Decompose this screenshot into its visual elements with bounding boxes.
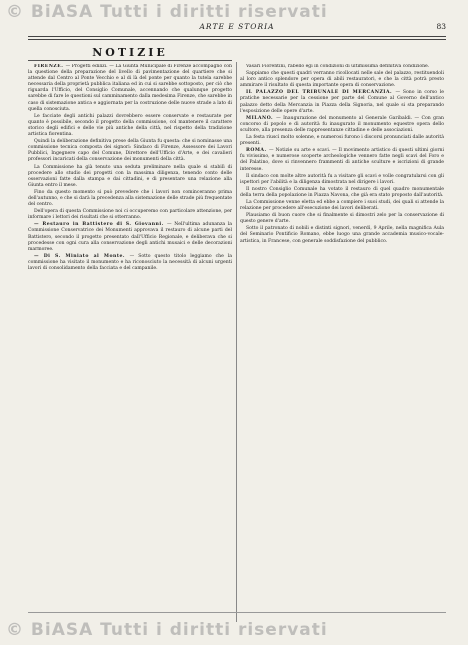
paragraph [240, 135, 444, 147]
paragraph [28, 165, 232, 189]
header-rule-2 [28, 39, 446, 40]
watermark-top: © BiASA Tutti i diritti riservati [6, 2, 328, 22]
paragraph [240, 213, 444, 225]
column-divider [236, 62, 237, 622]
paragraph [240, 116, 444, 134]
paragraph [240, 187, 444, 199]
paragraph-text: Il nostro Consiglio Comunale ha votato il restauro di quel quadro monumentale della terra della popolazione in Piazza Navona, che già era stato proposto dall'autorità. [240, 186, 444, 198]
paragraph-text: — Notizie su arte e scavi. — Il movimento artistico di questi ultimi giorni fu vivissimo, e numerose scoperte archeologiche vennero fatte negli scavi del Foro e del Palatino, dove si rinvennero frammenti di antiche sculture e iscrizioni di grande interesse. [240, 148, 444, 172]
paragraph [28, 114, 232, 138]
paragraph [28, 139, 232, 163]
paragraph-text: Dell'opera di questa Commissione noi ci occuperemo con particolare attenzione, per informare i lettori dei risultati che si otterranno. [28, 209, 232, 221]
paragraph-lead: — Restauro in Battistero di S. Giovanni. [34, 222, 168, 228]
paragraph-text: Il sindaco con molte altre autorità fu a visitare gli scavi e volle congratularsi con gli ispettori per l'abilità e la diligenza dimostrata nel dirigere i lavori. [240, 173, 444, 185]
paragraph-lead: FIRENZE. [34, 64, 66, 69]
paragraph [240, 174, 444, 186]
paragraph-text: Plausiamo di buon cuore che si finalmente si dimostri zelo per la conservazione di questo genere d'arte. [240, 213, 444, 225]
paragraph-text: — Sotto questo titolo leggiamo che la commissione ha visitato il monumento e ha riconosciuto la necessità di alcuni urgenti lavori di consolidamento della facciata e del campanile. [28, 253, 232, 271]
section-title: NOTIZIE [92, 46, 168, 59]
header-rule [28, 36, 446, 37]
paragraph [240, 90, 444, 114]
paragraph-text: Fino da questo momento si può prevedere che i lavori non cominceranno prima dell'autunno, e che si darà la precedenza alla sistemazione delle strade più frequentate del centro. [28, 189, 232, 208]
paragraph-text: La Commissione venne eletta ed ebbe a compiere i suoi studi, dei quali si attende la relazione per procedere all'esecuzione dei lavori deliberati. [240, 199, 444, 212]
paragraph [240, 226, 444, 244]
right-column [240, 64, 444, 624]
paragraph [240, 64, 444, 70]
paragraph-text: — Nell'ultima adunanza la Commissione Conservatrice dei Monumenti approvava il restauro di alcune parti del Battistero, secondo il progetto presentato dall'Ufficio Regionale, e deliberava che si procedesse con ogni cura alla conservazione degli antichi musaici e delle decorazioni marmoree. [28, 222, 232, 252]
paragraph-text: Sappiamo che questi quadri verranno ricollocati nelle sale del palazzo, restituendoli al loro antico splendore per opera di abili restauratori, e che la città potrà presto ammirare il risultato di questa importante opera di conservazione. [240, 71, 444, 89]
paragraph-text: Vasari Fiorentini, rabello egi in condizioni di ultimissima definitiva condizione. [246, 64, 430, 69]
page-header [28, 22, 446, 36]
paragraph-text: Quindi la deliberazione definitiva prese della Giunta fu questa: che si nominasse una commissione tecnica composta dei signori: Sindaco di Firenze, Assessore dei Lavori Pubblici, Ingegnere capo del Comune, Direttore dell'Ufficio d'Arte, e dei cavalieri professori incaricati della conservazione dei monumenti della città. [28, 139, 232, 163]
watermark-bottom: © BiASA Tutti i diritti riservati [6, 620, 328, 640]
section-title-rule [28, 60, 232, 61]
paragraph-text: Sotto il patronato di nobili e distinti signori, venerdì, 9 Aprile, nella magnifica Aula del Seminario Pontificio Romano, ebbe luogo una grande accademia musico-vocale-artistica, in Francese, con generale soddisfazione del pubblico. [240, 226, 444, 244]
footer-rule [28, 612, 446, 613]
page-number: 83 [436, 22, 446, 31]
paragraph [28, 222, 232, 252]
paragraph-text: — Sono in corso le pratiche necessarie per la cessione per parte del Comune al Governo dell'antico palazzo detto della Mercanzia in Piazza della Signoria, nel quale si sta preparando l'esposizione delle opere d'arte. [240, 90, 444, 114]
header-title: ARTE E STORIA [199, 22, 275, 31]
paragraph [28, 64, 232, 113]
paragraph [28, 190, 232, 208]
left-column [28, 64, 232, 624]
paragraph-text: La festa riuscì molto solenne, e numerosi furono i discorsi pronunciati dalle autorità presenti. [240, 135, 444, 147]
paragraph [28, 254, 232, 272]
paragraph [240, 71, 444, 89]
paragraph-lead: IL PALAZZO DEL TRIBUNALE DI MERCANZIA. [246, 90, 396, 96]
paragraph [240, 148, 444, 172]
paragraph-text: La Commissione ha già tenuto una seduta preliminare nella quale si stabilì di procedere allo studio dei progetti con la massima diligenza, tenendo conto delle osservazioni fatte dalla stampa e dai cittadini, e di presentare una relazione alla Giunta entro il mese. [28, 164, 232, 188]
paragraph-text: — Progetti edilizi. — La Giunta Municipale di Firenze accompagnò con la questione della preparazione del livello di pavimentazione del quartiere che si attende dal Centro al Ponte Vecchio e al di là del ponte per quanto la tutela sarebbe necessaria della proprietà pubblica italiana ed in cui si sarebbe sottoposto, per ciò che riguarda l'Ufficio, del Consiglio Comunale, accennando che qualunque progetto sarebbe di fare le questioni sul camminamento dalla medesima Firenze, che sarebbe in caso di sistemazione antica e aggiornata per la costruzione delle nuove strade a lato di quella conosciuta. [28, 64, 232, 112]
paragraph-lead: MILANO. [246, 115, 277, 121]
paragraph-text: — Inaugurazione del monumento al Generale Garibaldi. — Con gran concorso di popolo e di autorità fu inaugurato il monumento equestre opera dello scultore, alla presenza delle rappresentanze cittadine e delle associazioni. [240, 115, 444, 133]
paragraph-lead: — Di S. Miniato al Monte. [34, 253, 130, 259]
paragraph-lead: ROMA. [246, 148, 270, 154]
paragraph [28, 209, 232, 221]
paragraph [240, 200, 444, 212]
paragraph-text: Le facciate degli antichi palazzi dovrebbero essere conservate e restaurate per quanto è possibile, secondo il progetto della commissione, col mantenere il carattere storico degli edifici e delle vie più antiche della città, nel rispetto della tradizione artistica fiorentina. [28, 113, 232, 138]
